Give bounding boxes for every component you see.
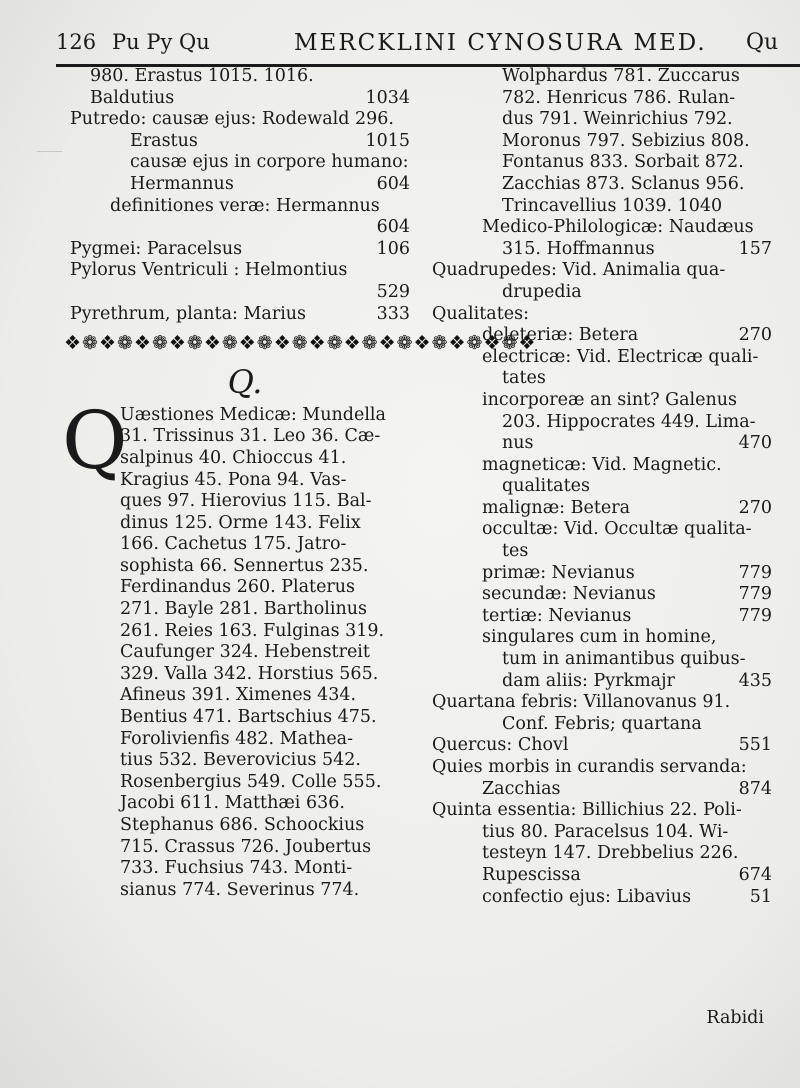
entry-text: primæ: Nevianus	[482, 562, 635, 583]
entry-text: causæ ejus in corpore humano:	[130, 152, 409, 173]
page-reference: 874	[738, 778, 772, 799]
entry-text: nus	[502, 433, 534, 454]
entry-text: Qualitates:	[432, 303, 529, 324]
guide-letters: Pu Py Qu	[112, 30, 210, 54]
entry-text: Medico-Philologicæ: Naudæus	[482, 217, 754, 238]
index-entry	[432, 368, 772, 390]
entry-text: dus 791. Weinrichius 792.	[502, 109, 733, 130]
q-entry-line: 31. Trissinus 31. Leo 36. Cæ-	[120, 426, 381, 447]
page-reference: 1034	[365, 87, 410, 108]
page-reference: 470	[738, 433, 772, 454]
index-entry	[70, 217, 410, 239]
index-entry	[70, 66, 410, 88]
entry-text: Zacchias	[482, 778, 561, 799]
page-reference: 157	[738, 238, 772, 259]
index-entry	[432, 843, 772, 865]
bleed-through-text: ⸺	[36, 141, 64, 160]
index-entry	[432, 412, 772, 434]
entry-text: Putredo: causæ ejus: Rodewald 296.	[70, 109, 394, 130]
entry-text: 980. Erastus 1015. 1016.	[90, 66, 314, 86]
entry-text: Pyrethrum, planta: Marius	[70, 303, 307, 324]
q-entry-lines	[120, 405, 410, 902]
entry-text: electricæ: Vid. Electricæ quali-	[482, 346, 759, 367]
entry-text: Quadrupedes: Vid. Animalia qua-	[432, 260, 726, 281]
page-reference: 333	[376, 303, 410, 324]
entry-text: 315. Hoffmannus	[502, 238, 655, 259]
bottom-catchword: Rabidi	[706, 1008, 764, 1028]
page-reference: 604	[376, 173, 410, 194]
q-entry-line: dinus 125. Orme 143. Felix	[120, 512, 361, 533]
entry-text: dam aliis: Pyrkmajr	[502, 670, 675, 691]
ornament-divider: ❖❁❖❁❖❁❖❁❖❁❖❁❖❁❖❁❖❁❖❁❖❁❖❁❖❁❖	[64, 332, 537, 355]
index-entry	[432, 865, 772, 887]
page-reference: 1015	[365, 130, 410, 151]
q-entry-line: Afineus 391. Ximenes 434.	[120, 685, 357, 706]
index-entry	[432, 196, 772, 218]
index-entry	[432, 88, 772, 110]
entry-text: Pygmei: Paracelsus	[70, 238, 243, 259]
q-entry-line: Kragius 45. Pona 94. Vas-	[120, 469, 347, 490]
q-entry	[62, 393, 410, 902]
index-entry	[70, 174, 410, 196]
entry-text: Trincavellius 1039. 1040	[502, 195, 723, 216]
entry-text: tes	[502, 541, 529, 562]
index-entry	[432, 152, 772, 174]
page-number: 126	[56, 30, 97, 54]
index-entry	[432, 692, 772, 714]
page-reference: 270	[738, 497, 772, 518]
index-entry	[432, 757, 772, 779]
page-reference: 551	[738, 735, 772, 756]
index-entry	[432, 714, 772, 736]
index-entry	[432, 304, 772, 326]
entry-text: Fontanus 833. Sorbait 872.	[502, 152, 744, 173]
entry-text: qualitates	[502, 476, 590, 497]
index-entry	[432, 325, 772, 347]
entry-text: tertiæ: Nevianus	[482, 605, 632, 626]
entry-text: magneticæ: Vid. Magnetic.	[482, 454, 722, 475]
entry-text: secundæ: Nevianus	[482, 584, 656, 605]
index-entry	[432, 66, 772, 88]
q-entry-line: 271. Bayle 281. Bartholinus	[120, 599, 367, 620]
page-reference: 674	[738, 864, 772, 885]
q-entry-line: Rosenbergius 549. Colle 555.	[120, 771, 382, 792]
q-entry-line: Caufunger 324. Hebenstreit	[120, 642, 370, 663]
q-entry-line: Forolivienfis 482. Mathea-	[120, 728, 354, 749]
entry-text: Baldutius	[90, 87, 175, 108]
index-entry	[432, 606, 772, 628]
page-reference: 435	[738, 670, 772, 691]
index-entry	[432, 563, 772, 585]
index-entry	[432, 476, 772, 498]
entry-text: Pylorus Ventriculi : Helmontius	[70, 260, 348, 281]
q-entry-line: Bentius 471. Bartschius 475.	[120, 707, 377, 728]
entry-text: Hermannus	[130, 173, 234, 194]
entry-text: Conf. Febris; quartana	[502, 713, 702, 734]
right-entries	[432, 66, 772, 908]
entry-text: Rupescissa	[482, 864, 581, 885]
index-entry	[432, 671, 772, 693]
entry-text: Erastus	[130, 130, 198, 151]
q-entry-line: 715. Crassus 726. Joubertus	[120, 836, 372, 857]
running-title: MERCKLINI CYNOSURA MED.	[294, 30, 707, 56]
index-entry	[70, 88, 410, 110]
index-entry	[432, 260, 772, 282]
section-heading-q: Q.	[227, 362, 263, 401]
index-entry	[432, 239, 772, 261]
q-entry-line: 733. Fuchsius 743. Monti-	[120, 858, 353, 879]
page-reference: 779	[738, 562, 772, 583]
index-entry	[432, 584, 772, 606]
q-entry-line: 261. Reies 163. Fulginas 319.	[120, 620, 385, 641]
page-reference: 529	[376, 281, 410, 302]
index-entry	[432, 649, 772, 671]
index-entry	[432, 433, 772, 455]
index-entry	[432, 131, 772, 153]
index-entry	[432, 541, 772, 563]
q-entry-line: ques 97. Hierovius 115. Bal-	[120, 491, 372, 512]
index-entry	[70, 304, 410, 326]
page-reference: 779	[738, 584, 772, 605]
entry-text: Quartana febris: Villanovanus 91.	[432, 692, 731, 713]
index-entry	[432, 498, 772, 520]
index-entry	[70, 109, 410, 131]
index-entry	[432, 217, 772, 239]
entry-text: Moronus 797. Sebizius 808.	[502, 130, 750, 151]
q-entry-line: sianus 774. Severinus 774.	[120, 879, 360, 900]
index-entry	[70, 239, 410, 261]
page-reference: 270	[738, 325, 772, 346]
entry-text: malignæ: Betera	[482, 497, 631, 518]
index-entry	[70, 131, 410, 153]
entry-text: Zacchias 873. Sclanus 956.	[502, 173, 745, 194]
index-entry	[70, 282, 410, 304]
index-entry	[432, 347, 772, 369]
index-entry	[432, 282, 772, 304]
entry-text: Quinta essentia: Billichius 22. Poli-	[432, 800, 742, 821]
entry-text: Wolphardus 781. Zuccarus	[502, 66, 740, 86]
entry-text: drupedia	[502, 281, 582, 302]
index-entry	[432, 627, 772, 649]
q-entry-line: Jacobi 611. Matthæi 636.	[120, 793, 345, 814]
entry-text: tates	[502, 368, 546, 389]
page-reference: 604	[376, 217, 410, 238]
entry-text: Quercus: Chovl	[432, 735, 569, 756]
q-entry-line: sophista 66. Sennertus 235.	[120, 555, 369, 576]
entry-text: confectio ejus: Libavius	[482, 886, 692, 907]
entry-text: deleteriæ: Betera	[482, 325, 639, 346]
entry-text: testeyn 147. Drebbelius 226.	[482, 843, 739, 864]
index-entry	[432, 779, 772, 801]
index-entry	[432, 887, 772, 909]
q-entry-line: Ferdinandus 260. Platerus	[120, 577, 356, 598]
index-entry	[432, 109, 772, 131]
index-entry	[432, 519, 772, 541]
q-entry-line: salpinus 40. Chioccus 41.	[120, 447, 347, 468]
index-entry	[432, 174, 772, 196]
entry-text: occultæ: Vid. Occultæ qualita-	[482, 519, 752, 540]
entry-text: tum in animantibus quibus-	[502, 649, 746, 670]
q-entry-line: tius 532. Beverovicius 542.	[120, 750, 361, 771]
entry-text: 203. Hippocrates 449. Lima-	[502, 411, 756, 432]
left-entries	[70, 66, 410, 325]
index-entry	[70, 196, 410, 218]
entry-text: singulares cum in homine,	[482, 627, 717, 648]
running-header	[56, 30, 800, 64]
page-reference: 779	[738, 605, 772, 626]
entry-text: incorporeæ an sint? Galenus	[482, 389, 738, 410]
entry-text: Quies morbis in curandis servanda:	[432, 757, 747, 777]
index-entry	[432, 390, 772, 412]
entry-text: definitiones veræ: Hermannus	[110, 195, 380, 216]
q-entry-line: Uæstiones Medicæ: Mundella	[120, 404, 386, 425]
q-entry-line: Stephanus 686. Schoockius	[120, 815, 365, 835]
q-entry-line: 329. Valla 342. Horstius 565.	[120, 663, 379, 684]
page-reference: 106	[376, 238, 410, 259]
index-entry	[70, 152, 410, 174]
index-entry	[432, 822, 772, 844]
entry-text: 782. Henricus 786. Rulan-	[502, 87, 736, 108]
index-entry	[70, 260, 410, 282]
right-column	[432, 66, 772, 908]
entry-text: tius 80. Paracelsus 104. Wi-	[482, 821, 729, 842]
drop-cap: Q	[62, 393, 128, 487]
page-reference: 51	[749, 886, 772, 907]
index-entry	[432, 735, 772, 757]
header-catchword: Qu	[746, 30, 779, 55]
index-entry	[432, 800, 772, 822]
index-entry	[432, 455, 772, 477]
q-entry-line: 166. Cachetus 175. Jatro-	[120, 534, 347, 555]
